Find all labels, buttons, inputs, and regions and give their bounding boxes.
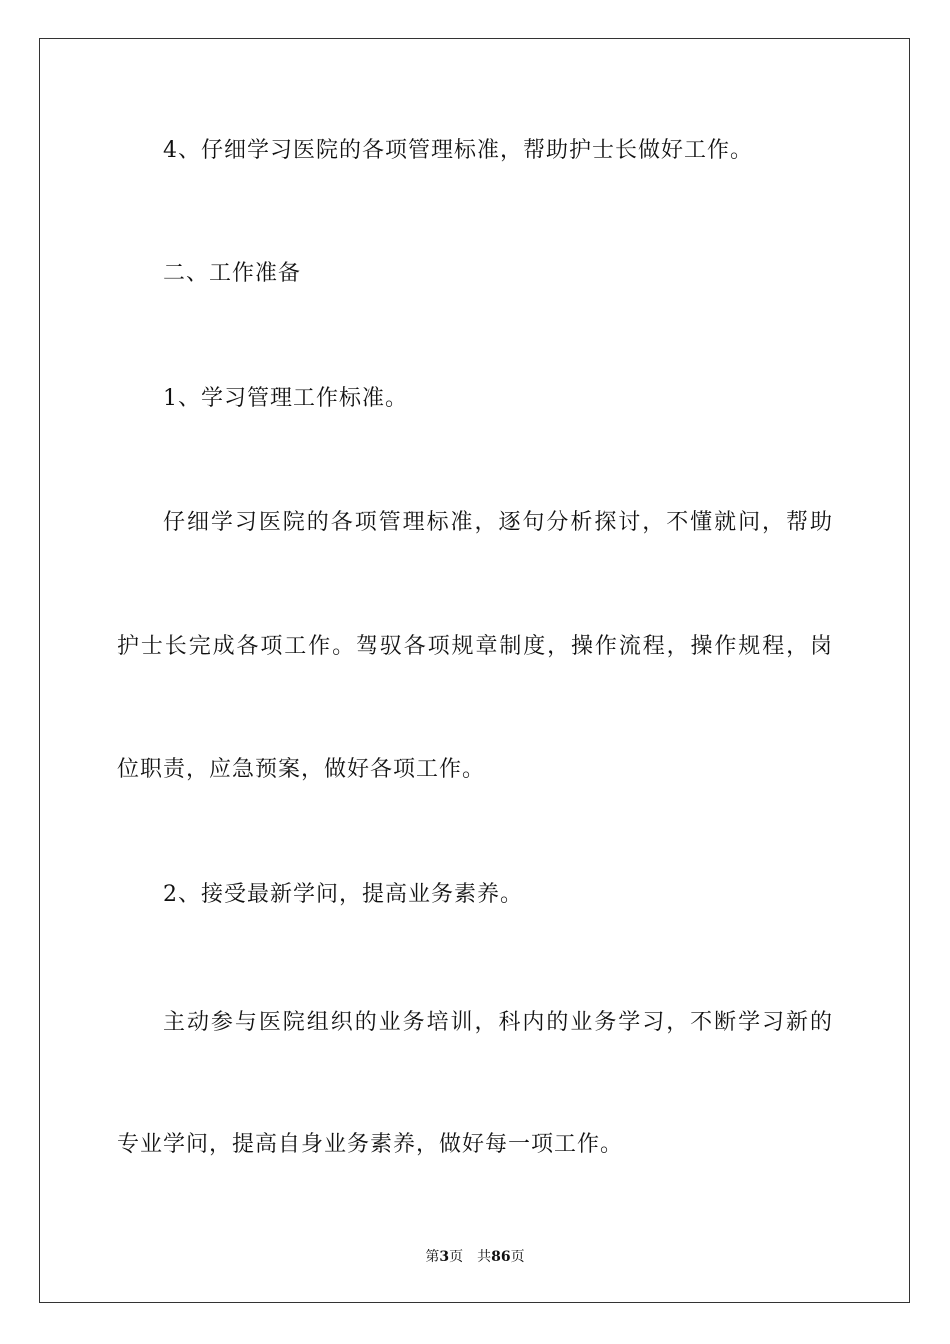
paragraph-line: 护士长完成各项工作。驾驭各项规章制度，操作流程，操作规程，岗	[117, 634, 833, 659]
paragraph-line: 仔细学习医院的各项管理标准，逐句分析探讨，不懂就问，帮助	[163, 510, 833, 535]
paragraph-line: 位职责，应急预案，做好各项工作。	[117, 757, 486, 782]
total-pages: 86	[491, 1249, 511, 1265]
page-prefix: 第	[425, 1249, 440, 1265]
total-prefix: 共	[477, 1249, 492, 1265]
page-suffix: 页	[449, 1249, 464, 1265]
total-suffix: 页	[510, 1249, 525, 1265]
paragraph-line: 主动参与医院组织的业务培训，科内的业务学习，不断学习新的	[163, 1010, 833, 1035]
page-border	[39, 38, 910, 1303]
paragraph-line: 专业学问，提高自身业务素养，做好每一项工作。	[117, 1132, 624, 1157]
page-number: 3	[439, 1249, 450, 1265]
section-heading: 二、工作准备	[163, 261, 302, 286]
subsection-heading: 1、学习管理工作标准。	[163, 386, 408, 411]
page-footer	[0, 1248, 950, 1266]
paragraph-line: 4、仔细学习医院的各项管理标准，帮助护士长做好工作。	[163, 138, 753, 163]
subsection-heading: 2、接受最新学问，提高业务素养。	[163, 882, 523, 907]
